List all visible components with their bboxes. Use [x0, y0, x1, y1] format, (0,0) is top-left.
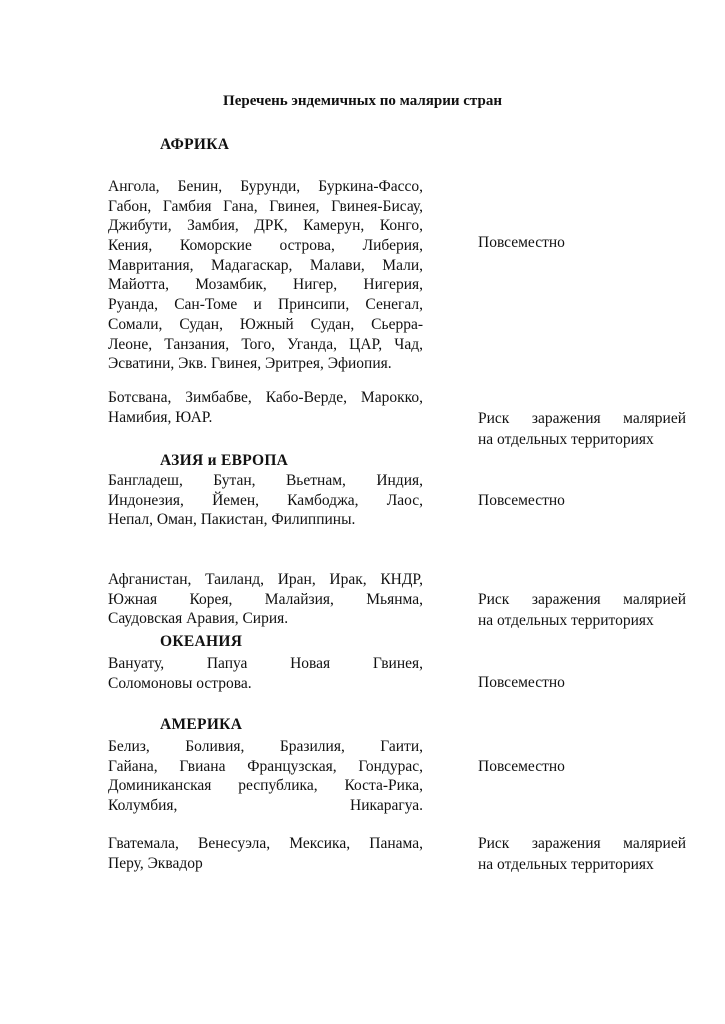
country-line: Леоне, Танзания, Того, Уганда, ЦАР, Чад, — [108, 335, 423, 353]
heading-oceania: ОКЕАНИЯ — [160, 633, 243, 650]
country-line: Гайана, Гвиана Французская, Гондурас, — [108, 757, 423, 775]
country-line: Гватемала, Венесуэла, Мексика, Панама, — [108, 835, 423, 852]
country-line: Афганистан, Таиланд, Иран, Ирак, КНДР, — [108, 571, 423, 588]
africa-status-everywhere — [478, 232, 686, 253]
oceania-status-everywhere — [478, 672, 686, 693]
status-line: Риск заражения малярией — [478, 591, 686, 608]
country-line: Перу, Эквадор — [108, 854, 203, 872]
country-line: Соломоновы острова. — [108, 674, 252, 692]
country-line: Вануату, Папуа Новая Гвинея, — [108, 655, 423, 672]
america-countries-partial — [108, 834, 423, 873]
country-line: Габон, Гамбия Гана, Гвинея, Гвинея-Бисау, — [108, 197, 423, 215]
status-line: на отдельных территориях — [478, 612, 654, 629]
africa-countries-everywhere — [108, 177, 423, 374]
country-line: Саудовская Аравия, Сирия. — [108, 610, 289, 628]
heading-africa: АФРИКА — [160, 136, 230, 153]
heading-america: АМЕРИКА — [160, 716, 243, 733]
country-line: Колумбия, Никарагуа. — [108, 797, 423, 815]
country-line: Непал, Оман, Пакистан, Филиппины. — [108, 511, 356, 529]
status-line: Риск заражения малярией — [478, 835, 686, 852]
america-status-partial — [478, 833, 686, 875]
africa-countries-partial — [108, 388, 423, 427]
country-line: Сомали, Судан, Южный Судан, Сьерра- — [108, 315, 423, 333]
america-status-everywhere — [478, 756, 686, 777]
country-line: Намибия, ЮАР. — [108, 408, 213, 426]
country-line: Кения, Коморские острова, Либерия, — [108, 237, 423, 255]
asia-countries-partial — [108, 570, 423, 629]
country-line: Руанда, Сан-Томе и Принсипи, Сенегал, — [108, 296, 423, 314]
document-title: Перечень эндемичных по малярии стран — [223, 93, 502, 109]
america-countries-everywhere — [108, 737, 423, 816]
status-line: на отдельных территориях — [478, 856, 654, 873]
status-line: Повсеместно — [478, 492, 565, 509]
country-line: Джибути, Замбия, ДРК, Камерун, Конго, — [108, 217, 423, 235]
status-line: Риск заражения малярией — [478, 410, 686, 427]
asia-status-partial — [478, 589, 686, 631]
country-line: Майотта, Мозамбик, Нигер, Нигерия, — [108, 276, 423, 294]
heading-asia-europe: АЗИЯ и ЕВРОПА — [160, 452, 289, 469]
country-line: Мавритания, Мадагаскар, Малави, Мали, — [108, 256, 423, 274]
country-line: Ботсвана, Зимбабве, Кабо-Верде, Марокко, — [108, 389, 423, 406]
status-line: Повсеместно — [478, 758, 565, 775]
country-line: Южная Корея, Малайзия, Мьянма, — [108, 590, 423, 608]
status-line: Повсеместно — [478, 674, 565, 691]
asia-countries-everywhere — [108, 471, 423, 530]
country-line: Белиз, Боливия, Бразилия, Гаити, — [108, 738, 423, 755]
oceania-countries-everywhere — [108, 654, 423, 693]
status-line: Повсеместно — [478, 234, 565, 251]
status-line: на отдельных территориях — [478, 431, 654, 448]
country-line: Индонезия, Йемен, Камбоджа, Лаос, — [108, 491, 423, 509]
africa-status-partial — [478, 408, 686, 450]
country-line: Ангола, Бенин, Бурунди, Буркина-Фассо, — [108, 178, 423, 195]
country-line: Эсватини, Экв. Гвинея, Эритрея, Эфиопия. — [108, 355, 392, 373]
asia-status-everywhere — [478, 490, 686, 511]
country-line: Доминиканская республика, Коста-Рика, — [108, 777, 423, 795]
country-line: Бангладеш, Бутан, Вьетнам, Индия, — [108, 472, 423, 489]
